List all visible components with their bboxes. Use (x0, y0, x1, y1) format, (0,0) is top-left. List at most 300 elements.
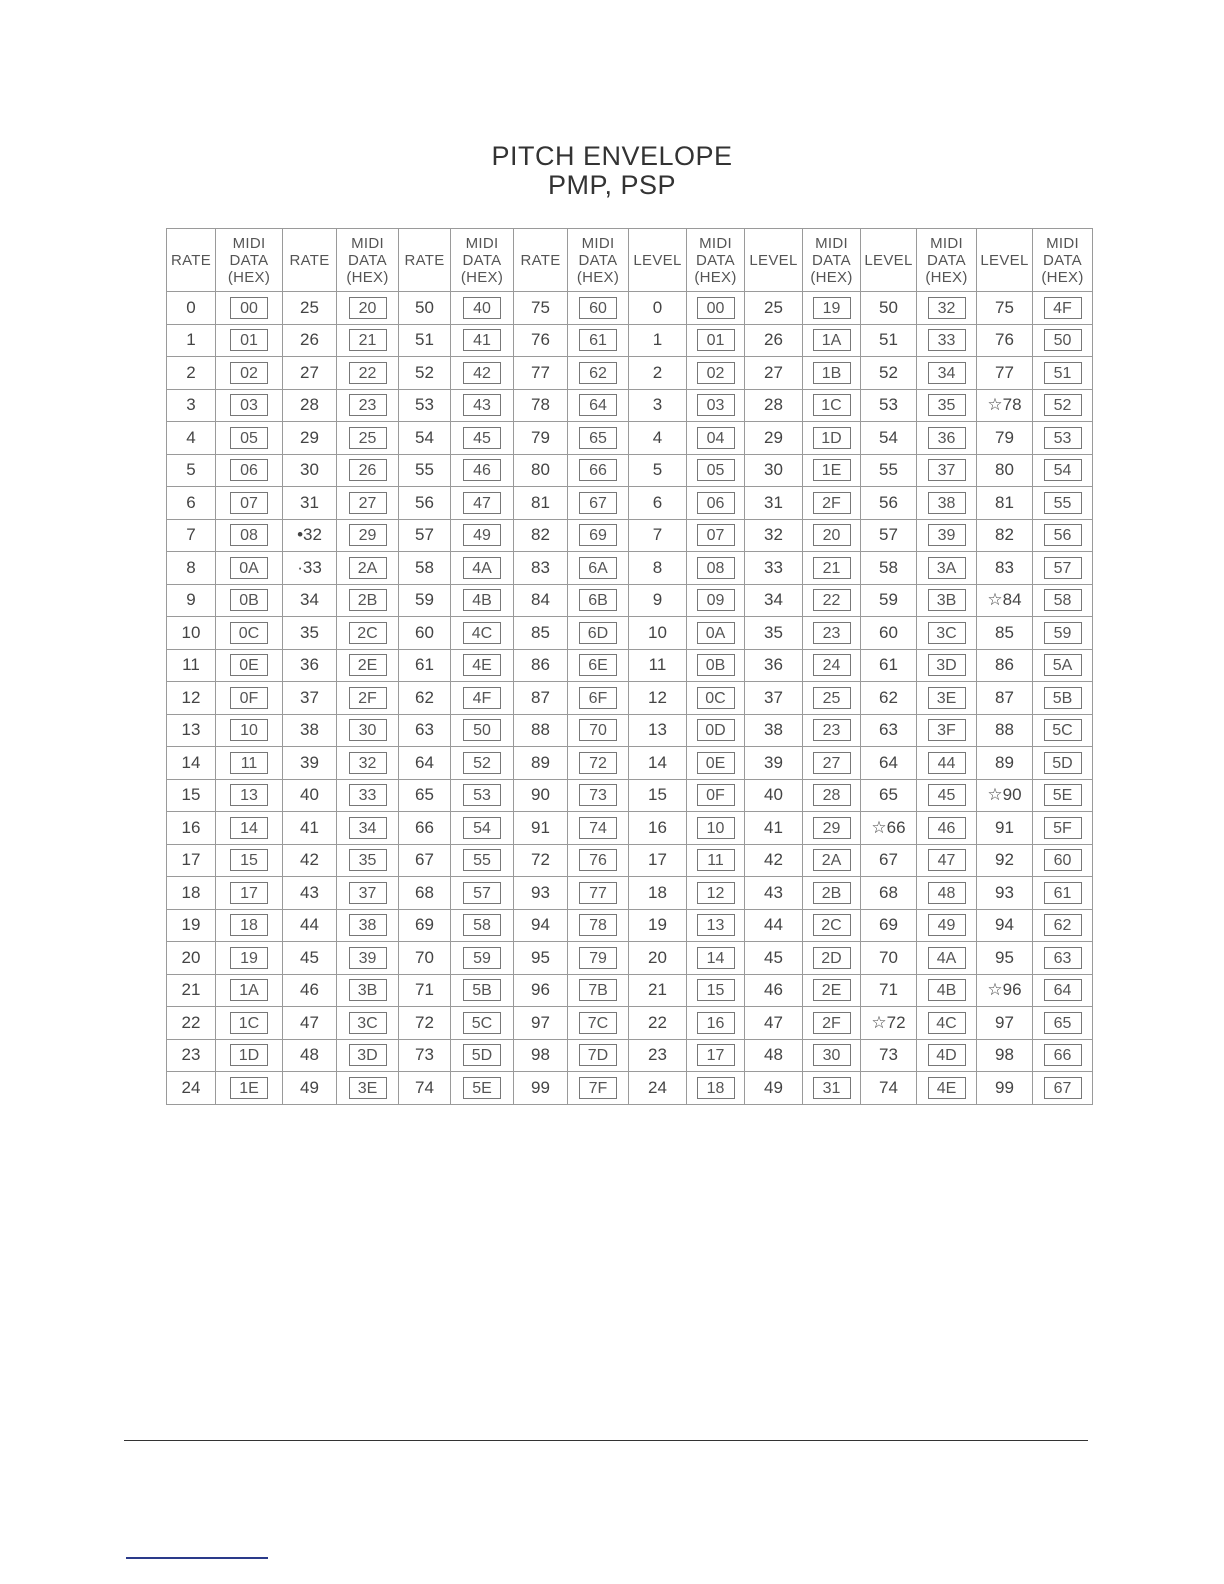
value-cell: 34 (283, 584, 337, 617)
hex-cell (337, 324, 399, 357)
table-row (167, 1072, 1093, 1105)
value-cell: 69 (861, 909, 917, 942)
hex-value: 47 (928, 849, 966, 871)
value-cell: 12 (167, 682, 216, 715)
value-cell: 28 (283, 389, 337, 422)
header-level: LEVEL (977, 229, 1033, 292)
value-cell: 45 (745, 942, 803, 975)
value-cell: 35 (745, 617, 803, 650)
value-cell: 8 (629, 552, 687, 585)
value-cell: 27 (283, 357, 337, 390)
hex-cell (917, 1039, 977, 1072)
hex-cell (337, 422, 399, 455)
hex-value: 38 (928, 492, 966, 514)
hex-value: 2F (813, 1012, 851, 1034)
hex-cell (1033, 682, 1093, 715)
hex-value: 34 (349, 817, 387, 839)
hex-value: 18 (697, 1077, 735, 1099)
hex-value: 03 (697, 394, 735, 416)
value-cell: 60 (399, 617, 451, 650)
hex-cell (1033, 747, 1093, 780)
hex-value: 6A (579, 557, 617, 579)
hex-value: 14 (230, 817, 268, 839)
value-cell: 13 (629, 714, 687, 747)
value-cell: 46 (283, 974, 337, 1007)
table-row (167, 974, 1093, 1007)
hex-cell (216, 324, 283, 357)
value-cell: 17 (629, 844, 687, 877)
hex-cell (803, 1007, 861, 1040)
hex-cell (451, 747, 514, 780)
hex-cell (216, 844, 283, 877)
hex-value: 61 (579, 329, 617, 351)
hex-cell (803, 584, 861, 617)
hex-value: 48 (928, 882, 966, 904)
hex-cell (216, 942, 283, 975)
header-midi-data-hex: MIDI DATA (HEX) (337, 229, 399, 292)
hex-cell (337, 974, 399, 1007)
hex-cell (687, 292, 745, 325)
hex-value: 19 (813, 297, 851, 319)
hex-cell (216, 909, 283, 942)
value-cell: 96 (514, 974, 568, 1007)
hex-value: 0A (230, 557, 268, 579)
hex-value: 20 (813, 524, 851, 546)
hex-cell (337, 844, 399, 877)
table-row (167, 649, 1093, 682)
value-cell: 71 (861, 974, 917, 1007)
hex-value: 36 (928, 427, 966, 449)
hex-value: 7B (579, 979, 617, 1001)
hex-cell (337, 649, 399, 682)
hex-cell (451, 324, 514, 357)
value-cell: 80 (977, 454, 1033, 487)
hex-cell (337, 487, 399, 520)
value-cell: 8 (167, 552, 216, 585)
hex-value: 66 (579, 459, 617, 481)
hex-value: 0A (697, 622, 735, 644)
value-cell: 72 (514, 844, 568, 877)
hex-cell (568, 552, 629, 585)
hex-cell (1033, 422, 1093, 455)
hex-cell (803, 357, 861, 390)
hex-cell (451, 942, 514, 975)
hex-value: 54 (1044, 459, 1082, 481)
header-level: LEVEL (745, 229, 803, 292)
value-cell: 21 (629, 974, 687, 1007)
hex-cell (568, 487, 629, 520)
value-cell: 6 (629, 487, 687, 520)
hex-value: 56 (1044, 524, 1082, 546)
hex-value: 72 (579, 752, 617, 774)
value-cell: 37 (745, 682, 803, 715)
value-cell: 13 (167, 714, 216, 747)
value-cell: 66 (399, 812, 451, 845)
hex-value: 45 (463, 427, 501, 449)
hex-value: 30 (349, 719, 387, 741)
hex-cell (337, 682, 399, 715)
hex-value: 45 (928, 784, 966, 806)
hex-value: 3A (928, 557, 966, 579)
hex-value: 10 (697, 817, 735, 839)
value-cell: 81 (514, 487, 568, 520)
hex-value: 3D (928, 654, 966, 676)
table-row (167, 292, 1093, 325)
hex-cell (337, 779, 399, 812)
table-row (167, 747, 1093, 780)
table-row (167, 357, 1093, 390)
value-cell: 38 (283, 714, 337, 747)
hex-value: 17 (697, 1044, 735, 1066)
hex-cell (337, 909, 399, 942)
table-row (167, 422, 1093, 455)
hex-cell (568, 942, 629, 975)
hex-value: 1D (813, 427, 851, 449)
hex-cell (451, 714, 514, 747)
hex-cell (568, 974, 629, 1007)
hex-value: 2A (813, 849, 851, 871)
value-cell: 36 (745, 649, 803, 682)
hex-value: 0B (697, 654, 735, 676)
page-title (0, 142, 1224, 200)
value-cell: 97 (514, 1007, 568, 1040)
hex-cell (337, 617, 399, 650)
value-cell: 53 (399, 389, 451, 422)
hex-cell (337, 292, 399, 325)
value-cell: 39 (745, 747, 803, 780)
hex-cell (216, 682, 283, 715)
hex-cell (568, 877, 629, 910)
value-cell: 55 (861, 454, 917, 487)
value-cell: 9 (629, 584, 687, 617)
value-cell: 42 (283, 844, 337, 877)
value-cell: 92 (977, 844, 1033, 877)
hex-cell (568, 1007, 629, 1040)
hex-cell (451, 584, 514, 617)
value-cell: 43 (745, 877, 803, 910)
hex-value: 67 (1044, 1077, 1082, 1099)
value-cell: 33 (745, 552, 803, 585)
hex-value: 28 (813, 784, 851, 806)
hex-value: 19 (230, 947, 268, 969)
hex-cell (451, 1039, 514, 1072)
hex-value: 21 (349, 329, 387, 351)
hex-cell (917, 324, 977, 357)
hex-value: 04 (697, 427, 735, 449)
table-row (167, 942, 1093, 975)
hex-cell (451, 422, 514, 455)
hex-cell (568, 682, 629, 715)
header-row (167, 229, 1093, 292)
value-cell: 11 (629, 649, 687, 682)
hex-value: 29 (813, 817, 851, 839)
value-cell: 63 (861, 714, 917, 747)
hex-value: 11 (697, 849, 735, 871)
value-cell: 30 (283, 454, 337, 487)
value-cell: 83 (514, 552, 568, 585)
hex-value: 29 (349, 524, 387, 546)
hex-value: 47 (463, 492, 501, 514)
hex-value: 53 (463, 784, 501, 806)
value-cell: 86 (977, 649, 1033, 682)
hex-value: 46 (463, 459, 501, 481)
hex-value: 3B (349, 979, 387, 1001)
value-cell: 21 (167, 974, 216, 1007)
hex-value: 55 (1044, 492, 1082, 514)
value-cell: 51 (399, 324, 451, 357)
hex-value: 1E (230, 1077, 268, 1099)
hex-cell (216, 649, 283, 682)
value-cell: 75 (977, 292, 1033, 325)
hex-value: 37 (349, 882, 387, 904)
value-cell: 23 (167, 1039, 216, 1072)
value-cell: 35 (283, 617, 337, 650)
hex-cell (687, 454, 745, 487)
value-cell: 59 (861, 584, 917, 617)
footer-rule (124, 1440, 1088, 1441)
value-cell: 68 (861, 877, 917, 910)
hex-value: 51 (1044, 362, 1082, 384)
value-cell: 87 (977, 682, 1033, 715)
hex-value: 40 (463, 297, 501, 319)
hex-value: 33 (928, 329, 966, 351)
hex-value: 38 (349, 914, 387, 936)
value-cell: 49 (745, 1072, 803, 1105)
hex-value: 25 (813, 687, 851, 709)
hex-cell (1033, 454, 1093, 487)
value-cell: 34 (745, 584, 803, 617)
hex-cell (803, 422, 861, 455)
hex-cell (451, 552, 514, 585)
table-body (167, 292, 1093, 1105)
value-cell: 81 (977, 487, 1033, 520)
hex-value: 0E (230, 654, 268, 676)
hex-cell (803, 714, 861, 747)
table-row (167, 324, 1093, 357)
hex-value: 42 (463, 362, 501, 384)
hex-value: 52 (463, 752, 501, 774)
value-cell: 91 (977, 812, 1033, 845)
hex-cell (687, 584, 745, 617)
hex-value: 34 (928, 362, 966, 384)
hex-value: 59 (463, 947, 501, 969)
hex-value: 58 (1044, 589, 1082, 611)
hex-value: 5B (1044, 687, 1082, 709)
hex-cell (216, 292, 283, 325)
hex-value: 5B (463, 979, 501, 1001)
hex-cell (917, 454, 977, 487)
hex-value: 03 (230, 394, 268, 416)
value-cell: 14 (167, 747, 216, 780)
header-midi-data-hex: MIDI DATA (HEX) (687, 229, 745, 292)
value-cell: 16 (629, 812, 687, 845)
value-cell: 27 (745, 357, 803, 390)
hex-value: 35 (928, 394, 966, 416)
value-cell: 25 (283, 292, 337, 325)
hex-cell (451, 1072, 514, 1105)
hex-cell (216, 1007, 283, 1040)
hex-value: 74 (579, 817, 617, 839)
hex-cell (568, 747, 629, 780)
hex-cell (917, 487, 977, 520)
value-cell: 19 (629, 909, 687, 942)
hex-value: 0E (697, 752, 735, 774)
value-cell: 11 (167, 649, 216, 682)
hex-cell (803, 552, 861, 585)
hex-cell (337, 714, 399, 747)
table-row (167, 617, 1093, 650)
value-cell: 94 (977, 909, 1033, 942)
hex-value: 52 (1044, 394, 1082, 416)
hex-cell (337, 877, 399, 910)
value-cell: 86 (514, 649, 568, 682)
hex-cell (917, 974, 977, 1007)
value-cell: 54 (861, 422, 917, 455)
hex-value: 22 (813, 589, 851, 611)
value-cell: 85 (514, 617, 568, 650)
hex-cell (1033, 357, 1093, 390)
value-cell: 7 (629, 519, 687, 552)
hex-value: 62 (1044, 914, 1082, 936)
value-cell: 22 (167, 1007, 216, 1040)
hex-value: 5C (463, 1012, 501, 1034)
value-cell: 31 (745, 487, 803, 520)
value-cell: 70 (861, 942, 917, 975)
hex-value: 65 (579, 427, 617, 449)
hex-cell (917, 422, 977, 455)
value-cell: 63 (399, 714, 451, 747)
hex-cell (1033, 1039, 1093, 1072)
hex-value: 44 (928, 752, 966, 774)
hex-cell (337, 584, 399, 617)
value-cell: 29 (745, 422, 803, 455)
value-cell: 62 (399, 682, 451, 715)
hex-value: 2B (349, 589, 387, 611)
value-cell: 52 (861, 357, 917, 390)
hex-value: 7D (579, 1044, 617, 1066)
hex-value: 4E (463, 654, 501, 676)
hex-cell (803, 292, 861, 325)
value-cell: 70 (399, 942, 451, 975)
value-cell: 77 (514, 357, 568, 390)
hex-value: 76 (579, 849, 617, 871)
hex-value: 1C (813, 394, 851, 416)
hex-cell (1033, 909, 1093, 942)
hex-value: 5C (1044, 719, 1082, 741)
value-cell: 47 (745, 1007, 803, 1040)
hex-value: 6E (579, 654, 617, 676)
hex-value: 4B (928, 979, 966, 1001)
hex-cell (687, 1007, 745, 1040)
hex-cell (687, 487, 745, 520)
hex-value: 62 (579, 362, 617, 384)
hex-cell (687, 552, 745, 585)
value-cell: 98 (977, 1039, 1033, 1072)
hex-cell (803, 682, 861, 715)
hex-cell (803, 389, 861, 422)
hex-value: 15 (697, 979, 735, 1001)
value-cell: 89 (977, 747, 1033, 780)
hex-value: 05 (230, 427, 268, 449)
hex-cell (451, 812, 514, 845)
value-cell: 68 (399, 877, 451, 910)
value-cell: 90 (514, 779, 568, 812)
hex-cell (216, 389, 283, 422)
hex-value: 4F (1044, 297, 1082, 319)
hex-value: 5D (1044, 752, 1082, 774)
hex-cell (803, 649, 861, 682)
hex-value: 07 (697, 524, 735, 546)
hex-cell (216, 552, 283, 585)
hex-value: 5A (1044, 654, 1082, 676)
value-cell: 41 (745, 812, 803, 845)
value-cell: 40 (283, 779, 337, 812)
hex-value: 60 (1044, 849, 1082, 871)
hex-cell (803, 324, 861, 357)
hex-value: 14 (697, 947, 735, 969)
hex-value: 10 (230, 719, 268, 741)
hex-cell (803, 779, 861, 812)
hex-value: 20 (349, 297, 387, 319)
hex-value: 01 (697, 329, 735, 351)
hex-cell (803, 844, 861, 877)
hex-cell (337, 389, 399, 422)
hex-cell (1033, 649, 1093, 682)
value-cell: 25 (745, 292, 803, 325)
hex-value: 12 (697, 882, 735, 904)
value-cell: 82 (514, 519, 568, 552)
hex-value: 3E (349, 1077, 387, 1099)
value-cell: 77 (977, 357, 1033, 390)
hex-value: 22 (349, 362, 387, 384)
value-cell: ☆96 (977, 974, 1033, 1007)
value-cell: 65 (861, 779, 917, 812)
value-cell: 93 (514, 877, 568, 910)
value-cell: 44 (745, 909, 803, 942)
value-cell: 97 (977, 1007, 1033, 1040)
hex-cell (803, 812, 861, 845)
hex-cell (1033, 292, 1093, 325)
hex-cell (917, 812, 977, 845)
value-cell: 1 (629, 324, 687, 357)
table-row (167, 682, 1093, 715)
value-cell: 83 (977, 552, 1033, 585)
hex-cell (337, 1039, 399, 1072)
value-cell: ☆66 (861, 812, 917, 845)
header-midi-data-hex: MIDI DATA (HEX) (1033, 229, 1093, 292)
hex-cell (216, 617, 283, 650)
hex-value: 50 (463, 719, 501, 741)
hex-cell (917, 519, 977, 552)
value-cell: 15 (167, 779, 216, 812)
hex-value: 23 (813, 622, 851, 644)
table-row (167, 584, 1093, 617)
hex-cell (568, 1039, 629, 1072)
value-cell: 43 (283, 877, 337, 910)
hex-value: 5D (463, 1044, 501, 1066)
value-cell: 19 (167, 909, 216, 942)
hex-value: 2B (813, 882, 851, 904)
hex-value: 0C (230, 622, 268, 644)
value-cell: 91 (514, 812, 568, 845)
value-cell: 45 (283, 942, 337, 975)
table-row (167, 1007, 1093, 1040)
hex-cell (451, 649, 514, 682)
hex-value: 43 (463, 394, 501, 416)
hex-cell (917, 942, 977, 975)
value-cell: 99 (977, 1072, 1033, 1105)
hex-value: 55 (463, 849, 501, 871)
